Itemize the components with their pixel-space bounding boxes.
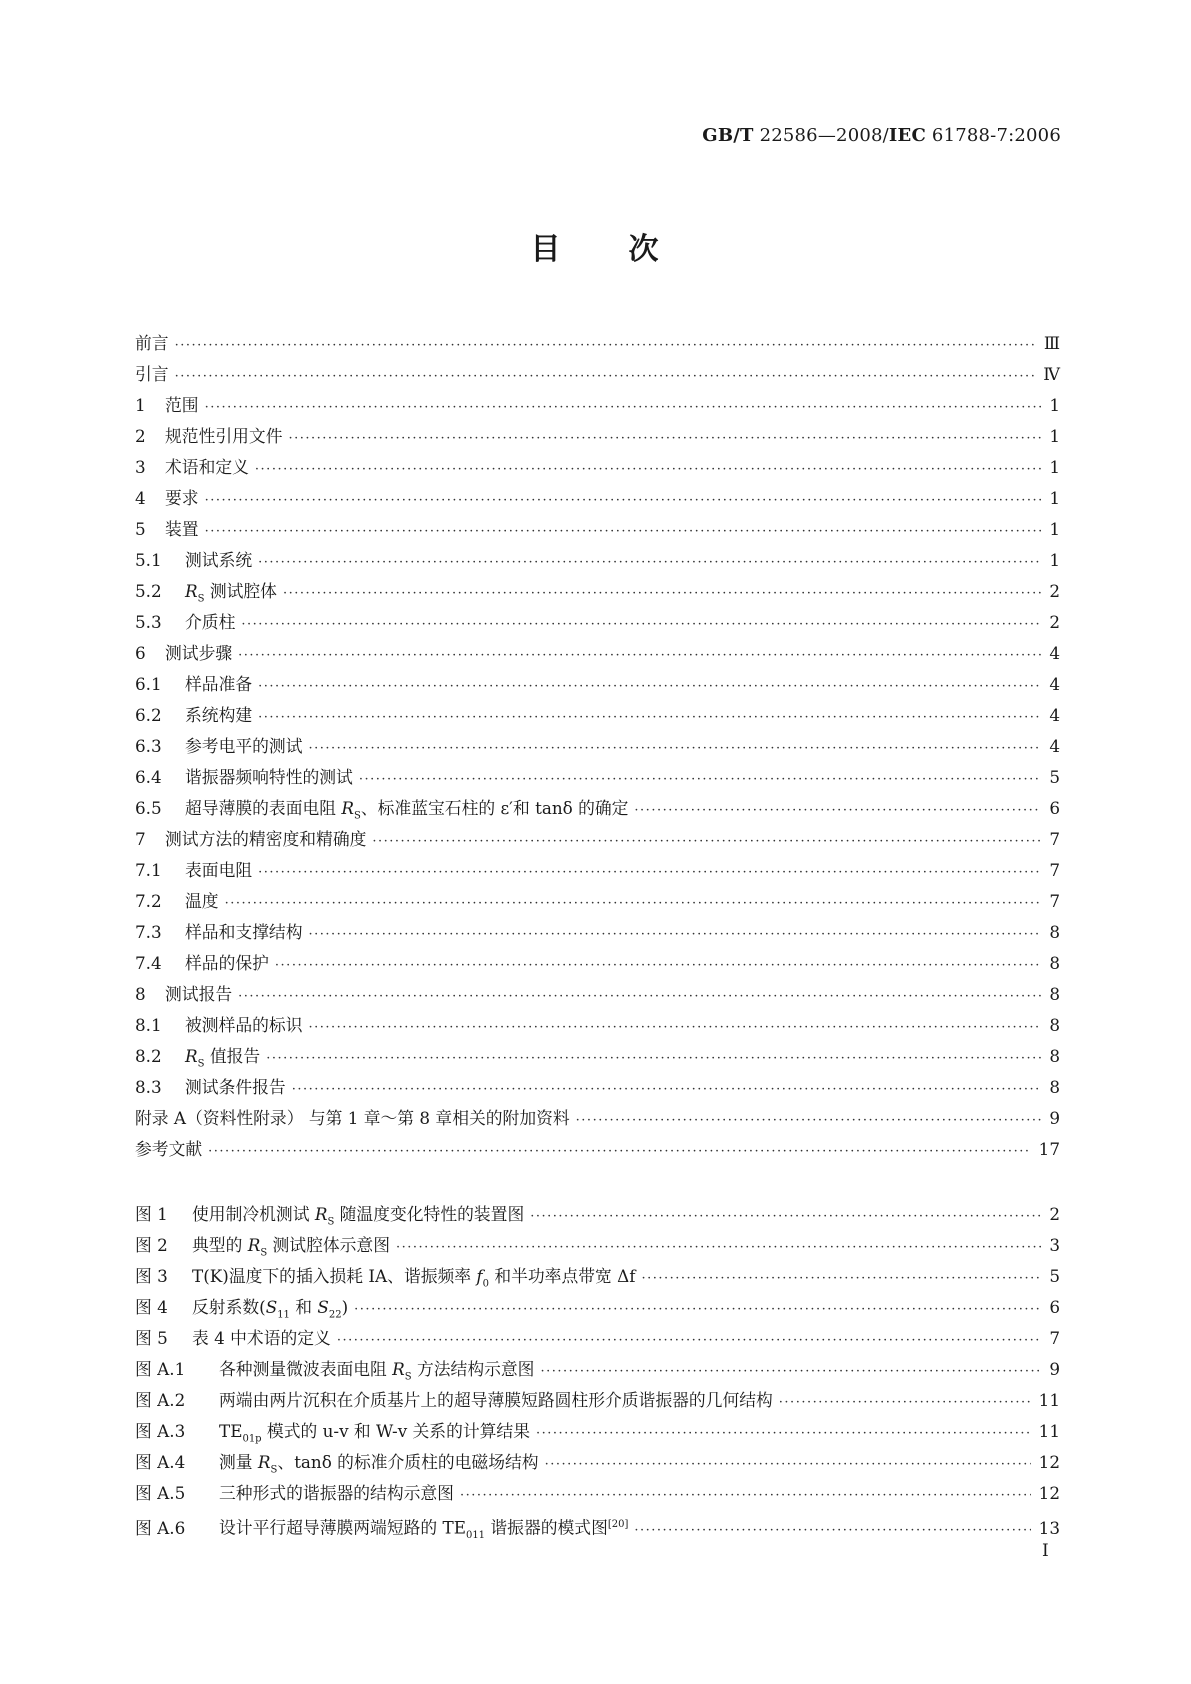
entry-title: 附录 A（资料性附录） 与第 1 章～第 8 章相关的附加资料 xyxy=(135,1108,570,1128)
entry-page-number: 1 xyxy=(1049,395,1060,415)
entry-number: 6.3 xyxy=(135,736,162,756)
figure-entry[interactable] xyxy=(135,1292,1060,1323)
entry-title: 设计平行超导薄膜两端短路的 $TE_{011}$ 谐振器的模式图[20] xyxy=(219,1517,629,1541)
entry-title: $TE_{01p}$ 模式的 u-v 和 W-v 关系的计算结果 xyxy=(219,1421,530,1445)
entry-number: 5.3 xyxy=(135,612,162,632)
toc-entry[interactable] xyxy=(135,359,1060,390)
dot-leader xyxy=(255,454,1041,485)
entry-page-number: 4 xyxy=(1049,674,1060,694)
standard-number-header xyxy=(702,125,1061,146)
entry-title: 要求 xyxy=(165,488,199,508)
dot-leader xyxy=(288,423,1041,454)
entry-page-number: 8 xyxy=(1049,984,1060,1004)
entry-number: 图 A.3 xyxy=(135,1421,186,1441)
entry-page-number: 2 xyxy=(1049,612,1060,632)
toc-entry[interactable] xyxy=(135,1134,1060,1165)
dot-leader xyxy=(536,1418,1031,1449)
dot-leader xyxy=(634,1515,1030,1546)
entry-number: 7.4 xyxy=(135,953,162,973)
entry-title: 使用制冷机测试 $R_S$ 随温度变化特性的装置图 xyxy=(192,1204,525,1228)
entry-title: 介质柱 xyxy=(185,612,236,632)
entry-page-number: 1 xyxy=(1049,457,1060,477)
toc-entry[interactable] xyxy=(135,824,1060,855)
entry-number: 5 xyxy=(135,519,146,539)
toc-entry[interactable] xyxy=(135,1041,1060,1072)
dot-leader xyxy=(634,795,1041,826)
entry-title: 术语和定义 xyxy=(165,457,249,477)
entry-title: 前言 xyxy=(135,333,169,353)
entry-title: 表 4 中术语的定义 xyxy=(192,1328,331,1348)
entry-number: 图 A.6 xyxy=(135,1517,186,1538)
entry-page-number: 7 xyxy=(1049,829,1060,849)
entry-title: 测试系统 xyxy=(185,550,253,570)
toc-entry[interactable] xyxy=(135,700,1060,731)
entry-number: 5.2 xyxy=(135,581,162,601)
toc-entry[interactable] xyxy=(135,886,1060,917)
dot-leader xyxy=(460,1480,1031,1511)
standard-code-number: 22586—2008/ xyxy=(753,125,889,146)
entry-title: 典型的 $R_S$ 测试腔体示意图 xyxy=(192,1235,390,1259)
toc-entry[interactable] xyxy=(135,917,1060,948)
entry-number: 8 xyxy=(135,984,146,1004)
entry-page-number: 8 xyxy=(1049,1046,1060,1066)
toc-entry[interactable] xyxy=(135,576,1060,607)
entry-title: 测试方法的精密度和精确度 xyxy=(165,829,367,849)
dot-leader xyxy=(205,485,1042,516)
standard-code-iec: IEC xyxy=(888,125,926,146)
entry-title: 两端由两片沉积在介质基片上的超导薄膜短路圆柱形介质谐振器的几何结构 xyxy=(219,1390,773,1410)
entry-number: 7.3 xyxy=(135,922,162,942)
figure-entry[interactable] xyxy=(135,1323,1060,1354)
entry-title: 装置 xyxy=(165,519,199,539)
figure-entry[interactable] xyxy=(135,1478,1060,1509)
toc-entry[interactable] xyxy=(135,731,1060,762)
dot-leader xyxy=(779,1387,1031,1418)
entry-title: 各种测量微波表面电阻 $R_S$ 方法结构示意图 xyxy=(219,1359,535,1383)
dot-leader xyxy=(337,1325,1041,1356)
figure-entry[interactable] xyxy=(135,1261,1060,1292)
entry-page-number: 11 xyxy=(1038,1390,1060,1410)
dot-leader xyxy=(258,702,1041,733)
entry-number: 图 5 xyxy=(135,1328,168,1348)
entry-page-number: 7 xyxy=(1049,860,1060,880)
figure-entry[interactable] xyxy=(135,1509,1060,1540)
standard-code-iec-number: 61788-7:2006 xyxy=(926,125,1061,146)
dot-leader xyxy=(545,1449,1031,1480)
entry-page-number: 12 xyxy=(1038,1452,1060,1472)
entry-page-number: 7 xyxy=(1049,1328,1060,1348)
dot-leader xyxy=(258,671,1041,702)
entry-number: 5.1 xyxy=(135,550,162,570)
dot-leader xyxy=(175,361,1036,392)
entry-page-number: 4 xyxy=(1049,736,1060,756)
entry-number: 7 xyxy=(135,829,146,849)
toc-entry[interactable] xyxy=(135,607,1060,638)
toc-entry[interactable] xyxy=(135,390,1060,421)
toc-entry[interactable] xyxy=(135,948,1060,979)
entry-title: 被测样品的标识 xyxy=(185,1015,303,1035)
entry-page-number: 1 xyxy=(1049,426,1060,446)
entry-page-number: 17 xyxy=(1038,1139,1060,1159)
entry-page-number: 3 xyxy=(1049,1235,1060,1255)
entry-page-number: 1 xyxy=(1049,488,1060,508)
dot-leader xyxy=(396,1232,1041,1263)
entry-number: 6.5 xyxy=(135,798,162,818)
entry-title: 超导薄膜的表面电阻 $R_S$、标准蓝宝石柱的 ε′和 tanδ 的确定 xyxy=(185,798,629,822)
entry-page-number: Ⅲ xyxy=(1043,333,1060,353)
toc-entry[interactable] xyxy=(135,452,1060,483)
dot-leader xyxy=(241,609,1041,640)
entry-number: 6.2 xyxy=(135,705,162,725)
entry-title: 范围 xyxy=(165,395,199,415)
dot-leader xyxy=(205,516,1042,547)
entry-title: $R_S$ 测试腔体 xyxy=(185,581,277,605)
entry-page-number: 11 xyxy=(1038,1421,1060,1441)
toc-entry[interactable] xyxy=(135,328,1060,359)
entry-page-number: 6 xyxy=(1049,798,1060,818)
list-of-figures xyxy=(135,1199,1060,1540)
entry-title: 规范性引用文件 xyxy=(165,426,283,446)
entry-title: 测试报告 xyxy=(165,984,233,1004)
entry-number: 2 xyxy=(135,426,146,446)
toc-entry[interactable] xyxy=(135,855,1060,886)
entry-number: 图 3 xyxy=(135,1266,168,1286)
toc-entry[interactable] xyxy=(135,545,1060,576)
entry-page-number: 8 xyxy=(1049,953,1060,973)
entry-number: 8.1 xyxy=(135,1015,162,1035)
entry-page-number: 1 xyxy=(1049,519,1060,539)
table-of-contents xyxy=(135,328,1060,1165)
entry-number: 7.1 xyxy=(135,860,162,880)
entry-page-number: 5 xyxy=(1049,1266,1060,1286)
dot-leader xyxy=(205,392,1042,423)
dot-leader xyxy=(208,1136,1031,1167)
toc-entry[interactable] xyxy=(135,514,1060,545)
dot-leader xyxy=(359,764,1041,795)
entry-number: 6.4 xyxy=(135,767,162,787)
entry-page-number: 2 xyxy=(1049,581,1060,601)
entry-number: 图 2 xyxy=(135,1235,168,1255)
dot-leader xyxy=(238,981,1041,1012)
toc-entry[interactable] xyxy=(135,1103,1060,1134)
entry-page-number: 2 xyxy=(1049,1204,1060,1224)
entry-title: 三种形式的谐振器的结构示意图 xyxy=(219,1483,454,1503)
entry-number: 8.2 xyxy=(135,1046,162,1066)
dot-leader xyxy=(354,1294,1041,1325)
page-title-part1: 目 xyxy=(530,232,563,267)
entry-title: 参考电平的测试 xyxy=(185,736,303,756)
entry-title: 样品准备 xyxy=(185,674,253,694)
entry-title: $R_S$ 值报告 xyxy=(185,1046,261,1070)
toc-entry[interactable] xyxy=(135,638,1060,669)
toc-entry[interactable] xyxy=(135,1010,1060,1041)
page-number: I xyxy=(1042,1541,1049,1561)
entry-title: 系统构建 xyxy=(185,705,253,725)
dot-leader xyxy=(308,919,1041,950)
entry-number: 1 xyxy=(135,395,146,415)
entry-title: 表面电阻 xyxy=(185,860,253,880)
entry-page-number: Ⅳ xyxy=(1043,364,1060,384)
toc-entry[interactable] xyxy=(135,762,1060,793)
dot-leader xyxy=(225,888,1042,919)
dot-leader xyxy=(258,857,1041,888)
toc-entry[interactable] xyxy=(135,669,1060,700)
toc-entry[interactable] xyxy=(135,793,1060,824)
entry-title: 参考文献 xyxy=(135,1139,203,1159)
entry-page-number: 5 xyxy=(1049,767,1060,787)
toc-entry[interactable] xyxy=(135,421,1060,452)
dot-leader xyxy=(275,950,1041,981)
figure-entry[interactable] xyxy=(135,1354,1060,1385)
entry-page-number: 12 xyxy=(1038,1483,1060,1503)
entry-page-number: 8 xyxy=(1049,1077,1060,1097)
entry-page-number: 9 xyxy=(1049,1108,1060,1128)
page-title xyxy=(0,224,1191,268)
dot-leader xyxy=(266,1043,1041,1074)
entry-title: 样品的保护 xyxy=(185,953,269,973)
entry-page-number: 8 xyxy=(1049,922,1060,942)
standard-code-gb: GB/T xyxy=(702,125,754,146)
entry-page-number: 4 xyxy=(1049,705,1060,725)
dot-leader xyxy=(258,547,1041,578)
entry-title: 谐振器频响特性的测试 xyxy=(185,767,353,787)
entry-page-number: 1 xyxy=(1049,550,1060,570)
dot-leader xyxy=(283,578,1041,609)
entry-page-number: 4 xyxy=(1049,643,1060,663)
dot-leader xyxy=(372,826,1041,857)
entry-number: 8.3 xyxy=(135,1077,162,1097)
figure-entry[interactable] xyxy=(135,1416,1060,1447)
entry-page-number: 6 xyxy=(1049,1297,1060,1317)
entry-number: 图 1 xyxy=(135,1204,168,1224)
entry-title: 反射系数($S_{11}$ 和 $S_{22}$) xyxy=(192,1297,349,1321)
toc-entry[interactable] xyxy=(135,483,1060,514)
entry-number: 图 A.4 xyxy=(135,1452,186,1472)
entry-title: T(K)温度下的插入损耗 IA、谐振频率 $f_0$ 和半功率点带宽 Δf xyxy=(192,1266,636,1290)
entry-number: 6.1 xyxy=(135,674,162,694)
figure-entry[interactable] xyxy=(135,1199,1060,1230)
entry-number: 7.2 xyxy=(135,891,162,911)
entry-number: 3 xyxy=(135,457,146,477)
entry-title: 样品和支撑结构 xyxy=(185,922,303,942)
entry-number: 图 A.2 xyxy=(135,1390,186,1410)
figure-entry[interactable] xyxy=(135,1385,1060,1416)
entry-title: 温度 xyxy=(185,891,219,911)
toc-entry[interactable] xyxy=(135,979,1060,1010)
dot-leader xyxy=(292,1074,1042,1105)
entry-number: 4 xyxy=(135,488,146,508)
figure-entry[interactable] xyxy=(135,1447,1060,1478)
entry-number: 图 A.1 xyxy=(135,1359,186,1379)
entry-title: 引言 xyxy=(135,364,169,384)
entry-title: 测试条件报告 xyxy=(185,1077,286,1097)
dot-leader xyxy=(175,330,1036,361)
toc-entry[interactable] xyxy=(135,1072,1060,1103)
entry-page-number: 13 xyxy=(1038,1517,1060,1538)
entry-number: 图 4 xyxy=(135,1297,168,1317)
entry-title: 测试步骤 xyxy=(165,643,233,663)
entry-page-number: 8 xyxy=(1049,1015,1060,1035)
entry-title: 测量 $R_S$、tanδ 的标准介质柱的电磁场结构 xyxy=(219,1452,539,1476)
dot-leader xyxy=(308,1012,1041,1043)
page-title-part2: 次 xyxy=(628,232,661,267)
dot-leader xyxy=(308,733,1041,764)
dot-leader xyxy=(530,1201,1041,1232)
entry-number: 图 A.5 xyxy=(135,1483,186,1503)
entry-page-number: 7 xyxy=(1049,891,1060,911)
entry-number: 6 xyxy=(135,643,146,663)
dot-leader xyxy=(641,1263,1041,1294)
dot-leader xyxy=(576,1105,1042,1136)
entry-page-number: 9 xyxy=(1049,1359,1060,1379)
dot-leader xyxy=(540,1356,1041,1387)
figure-entry[interactable] xyxy=(135,1230,1060,1261)
dot-leader xyxy=(238,640,1041,671)
